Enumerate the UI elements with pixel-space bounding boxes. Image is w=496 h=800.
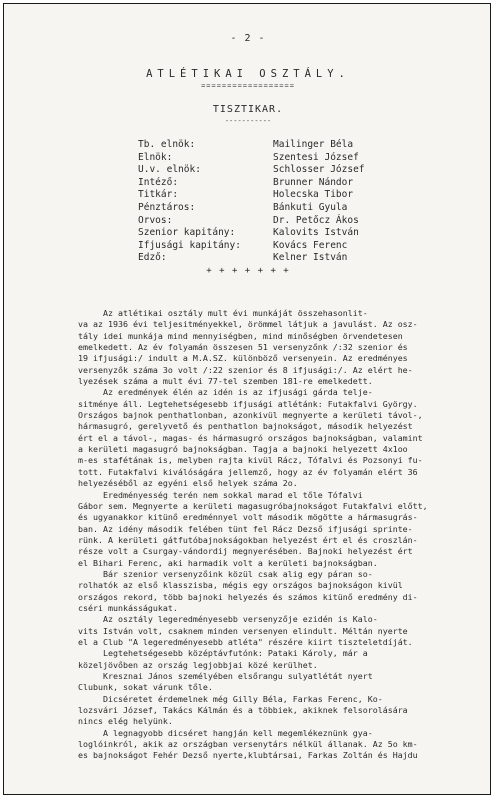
officer-role: U.v. elnök: [138, 164, 201, 176]
officer-role: Elnök: [138, 151, 173, 163]
body-line: közeljövőben az ország legjobbjai közé kerülhet. [78, 659, 318, 670]
body-line: Gábor sem. Megnyerte a kerületi magasugróbajnokságot Futakfalvi előtt, [78, 500, 428, 511]
body-line: Eredményesség terén nem sokkal marad el tőle Tófalvi [78, 489, 363, 500]
officer-row [138, 189, 365, 202]
officer-name: Brunner Nándor [273, 176, 354, 188]
body-line: Legtehetségesebb középtávfutónk: Pataki Károly, már a [78, 648, 368, 659]
body-line: Dicséretet érdemelnek még Gilly Béla, Farkas Ferenc, Ko- [78, 693, 383, 704]
body-line: Az eredmények élén az idén is az ifjusági gárda telje- [78, 387, 373, 398]
section-title: ATLÉTIKAI OSZTÁLY. [146, 68, 350, 80]
officer-name: Kalovits István [273, 227, 359, 239]
body-line: va az 1936 évi teljesitményekkel, örömmel látjuk a javulást. Az osz- [78, 319, 418, 330]
officer-row [138, 177, 365, 190]
body-line: országos rekord, több bajnoki helyezés és számos kitünő eredmény di- [78, 591, 418, 602]
body-line: Bár szenior versenyzőink közül csak alig egy páran so- [78, 568, 373, 579]
body-line: a kerületi magasugró bajnokságban. Tagja a bajnoki helyezett 4x1oo [78, 444, 408, 455]
body-line: A legnagyobb dicséret hangján kell megemlékeznünk gya- [78, 727, 373, 738]
separator: + + + + + + + [206, 266, 290, 276]
officer-role: Titkár: [138, 189, 179, 201]
subtitle: TISZTIKAR. [212, 104, 284, 115]
report-body [78, 308, 440, 762]
body-line: nincs elég helyünk. [78, 716, 173, 727]
body-line: emelkedett. Az év folyamán összesen 51 versenyzőnk /:32 szenior és [78, 342, 408, 353]
officer-role: Pénztáros: [138, 201, 196, 213]
body-line: m-es stafétának is, melyben rajta kivül Rácz, Tófalvi és Pozsonyi fu- [78, 455, 423, 466]
body-line: tály idei munkája mind mennyiségben, mind minőségben örvendetesen [78, 330, 403, 341]
body-line: ban. Az idény második felében tünt fel Rácz Dezső ifjusági sprinte- [78, 523, 413, 534]
officer-name: Schlosser József [273, 164, 365, 176]
body-line: versenyzők száma 3o volt /:22 szenior és 8 ifjusági:/. Az elért he- [78, 364, 413, 375]
officer-name: Szentesi József [273, 151, 359, 163]
body-line: el Bihari Ferenc, aki harmadik volt a kerületi bajnokságban. [78, 557, 378, 568]
body-line: rolhatók az első klasszisba, mégis egy országos bajnokságon kivül [78, 580, 403, 591]
body-line: Kresznai János személyében elsőrangu sulyatlétát nyert [78, 671, 373, 681]
body-line: lozsvári József, Takács Kálmán és a többiek, akiknek felsorolására [78, 705, 408, 716]
page-number: - 2 - [230, 33, 266, 44]
body-line: része volt a Csurgay-vándordij megnyerésében. Bajnoki helyezést ért [78, 546, 413, 557]
body-line: es bajnokságot Fehér Dezső nyerte,klubtársai, Farkas Zoltán és Hajdu [78, 750, 418, 761]
officer-name: Holecska Tibor [273, 189, 354, 201]
officer-row [138, 152, 365, 165]
body-line: tott. Futakfalvi kiválóságára jellemző, hogy az év folyamán elért 36 [78, 466, 418, 477]
officer-role: Tb. elnök: [138, 139, 196, 150]
body-line: lyezések száma a mult évi 77-tel szemben 181-re emelkedett. [78, 376, 373, 387]
body-line: vits István volt, csaknem minden versenyen elindult. Méltán nyerte [78, 625, 408, 636]
officer-role: Szenior kapitány: [138, 227, 236, 239]
body-line: hármasugró, gerelyvető és penthatlon bajnokságot, második helyezést [78, 421, 413, 432]
officer-name: Kelner István [273, 252, 348, 264]
officer-row [138, 202, 365, 215]
officer-row [138, 252, 365, 265]
body-line: és ugyanakkor kitünő eredménnyel volt második mögötte a hármasugrás- [78, 512, 418, 523]
officer-role: Edző: [138, 252, 167, 264]
officer-name: Bánkuti Gyula [273, 201, 348, 213]
officer-role: Ifjusági kapitány: [138, 239, 241, 251]
body-line: Clubunk, sokat várunk tőle. [78, 682, 213, 693]
body-line: rünk. A kerületi gátfutóbajnokságokban helyezést ért el és croszlán- [78, 534, 418, 545]
officer-row [138, 227, 365, 240]
subtitle-underline: ----------- [224, 117, 272, 125]
body-line: helyezéséből az egyéni első helyek száma 2o. [78, 478, 298, 489]
body-line: el a Club "A legeredményesebb atléta" részére kiirt tiszteletdíját. [78, 636, 413, 647]
body-line: Országos bajnok penthatlonban, azonkivül megnyerte a kerületi távol-, [78, 410, 423, 421]
officer-row [138, 164, 365, 177]
title-underline: ================== [201, 82, 295, 90]
officer-role: Intéző: [138, 176, 179, 188]
body-line: loglóinkról, akik az országban versenytárs nélkül állanak. Az 5o km- [78, 739, 418, 750]
officer-row [138, 240, 365, 253]
body-line: 19 ifjusági:/ indult a M.A.SZ. különböző versenyein. Az eredményes [78, 353, 408, 364]
officer-row [138, 215, 365, 228]
body-line: ért el a távol-, magas- és hármasugró országos bajnokságban, valamint [78, 432, 423, 443]
officer-name: Kovács Ferenc [273, 239, 348, 251]
body-line: cséri munkásságukat. [78, 602, 178, 613]
body-line: Az osztály legeredményesebb versenyzője ezidén is Kalo- [78, 614, 378, 625]
officer-role: Orvos: [138, 214, 173, 226]
officer-row [138, 139, 365, 152]
officer-name: Dr. Petőcz Ákos [273, 214, 359, 226]
officer-name: Mailinger Béla [273, 139, 354, 150]
body-line: Az atlétikai osztály mult évi munkáját összehasonlit- [78, 308, 368, 318]
officer-list [138, 139, 365, 265]
body-line: sitménye áll. Legtehetségesebb ifjusági atlétánk: Futakfalvi György. [78, 398, 418, 409]
